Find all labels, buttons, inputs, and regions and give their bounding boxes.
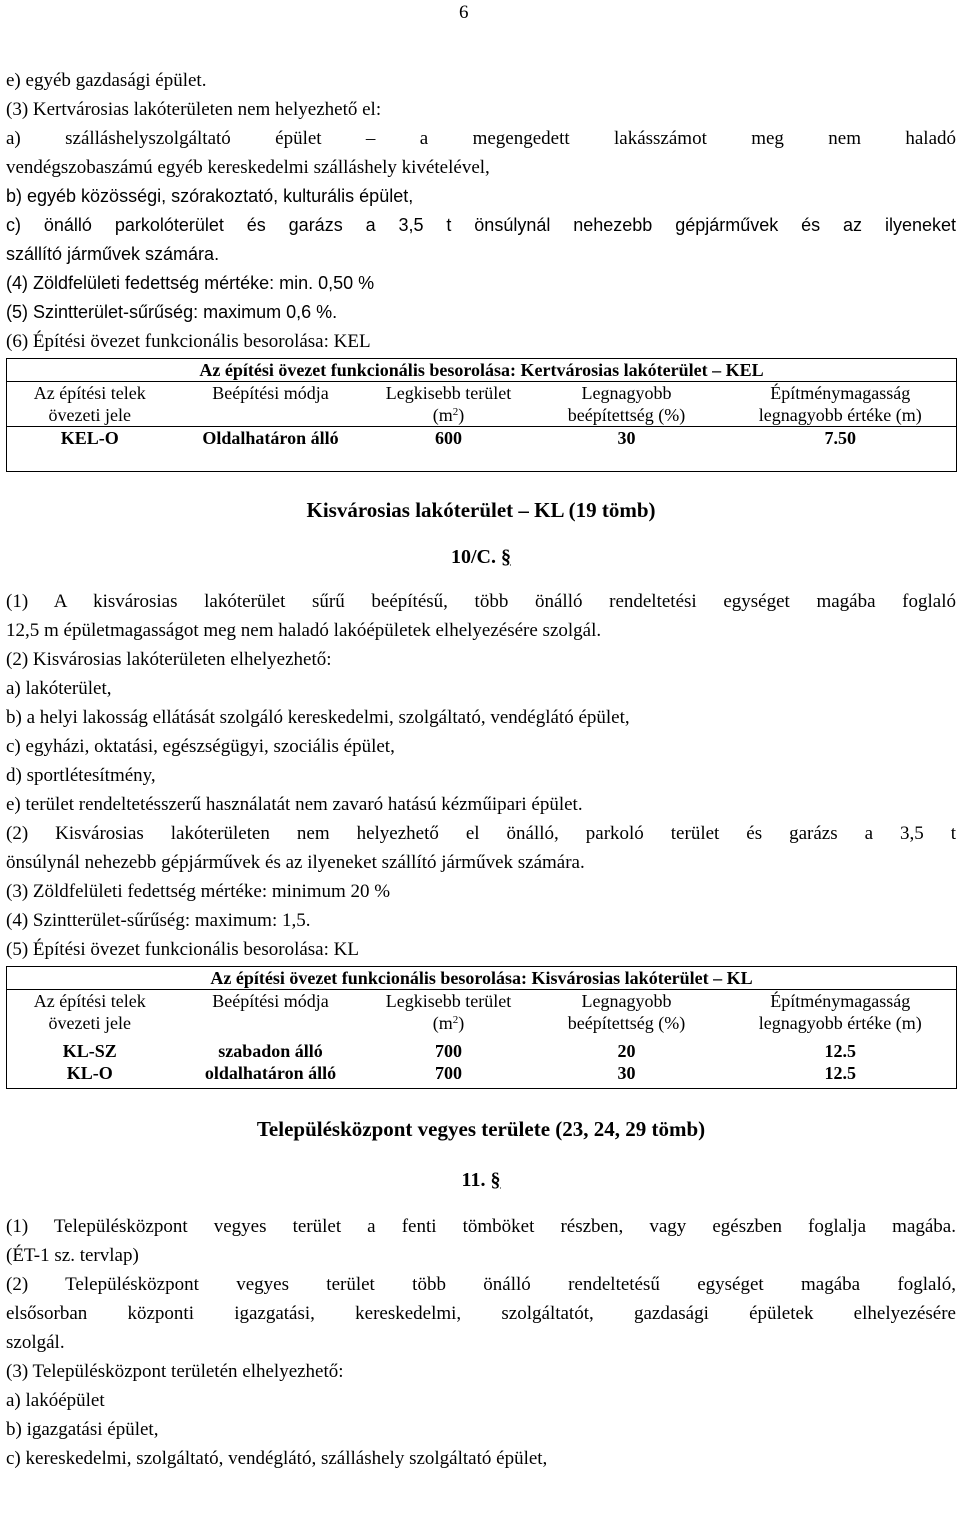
kl-zone-table (6, 966, 957, 1089)
text-line: b) igazgatási épület, (6, 1419, 159, 1440)
kel-zone-table (6, 358, 957, 472)
kl-rules (6, 587, 956, 964)
text-line: (4) Zöldfelületi fedettség mértéke: min. 0,50 % (6, 273, 375, 293)
text-line: (ÉT-1 sz. tervlap) (6, 1245, 139, 1266)
header-cell: Építménymagasság legnagyobb értéke (m) (758, 991, 922, 1033)
text-line: (4) Szintterület-sűrűség: maximum: 1,5. (6, 910, 311, 931)
table-row (7, 427, 957, 472)
text-line: a) szálláshelyszolgáltató épület – a megengedett lakásszámot meg nem haladó (6, 128, 956, 149)
text-line: a) lakóterület, (6, 678, 112, 699)
text-line: (5) Építési övezet funkcionális besorolása: KL (6, 939, 359, 960)
table-cell: KL-O (66, 1063, 113, 1083)
text-line: (6) Építési övezet funkcionális besorolása: KEL (6, 331, 371, 352)
table-row (7, 1034, 957, 1062)
text-line: c) önálló parkolóterület és garázs a 3,5 t önsúlynál nehezebb gépjárművek és az ilyeneket (6, 215, 956, 235)
kel-rules (6, 66, 956, 356)
section-number: 10/C. § (451, 546, 511, 568)
page-number: 6 (459, 2, 469, 23)
text-line: (3) Kertvárosias lakóterületen nem helyezhető el: (6, 99, 382, 120)
table-cell: KL-SZ (62, 1041, 117, 1061)
text-line: (1) A kisvárosias lakóterület sűrű beépítésű, több önálló rendeltetési egységet magába foglaló (6, 591, 956, 612)
header-cell: Az építési telek övezeti jele (33, 991, 146, 1033)
table-cell: 600 (369, 427, 529, 472)
section-title: Településközpont vegyes területe (23, 24, 29 tömb) (256, 1117, 706, 1141)
text-line: (2) Kisvárosias lakóterületen nem helyezhető el önálló, parkoló terület és garázs a 3,5 t (6, 823, 956, 844)
text-line: b) egyéb közösségi, szórakoztató, kulturális épület, (6, 186, 414, 206)
text-line: e) egyéb gazdasági épület. (6, 70, 207, 91)
text-line: (3) Zöldfelületi fedettség mértéke: minimum 20 % (6, 881, 391, 902)
text-line: (1) Településközpont vegyes terület a fenti tömböket részben, vagy egészben foglalja magába. (6, 1216, 956, 1237)
text-line: szállító járművek számára. (6, 244, 220, 264)
header-cell: Építménymagasság legnagyobb értéke (m) (725, 382, 957, 427)
paragraph-mark: § (490, 1169, 501, 1191)
header-cell: Az építési telek övezeti jele (7, 382, 173, 427)
table-cell: 700 (435, 1041, 462, 1061)
header-cell: Legnagyobb beépítettség (%) (567, 991, 686, 1033)
table-cell: Oldalhatáron álló (173, 427, 369, 472)
text-line: (2) Településközpont vegyes terület több önálló rendeltetésű egységet magába foglaló, (6, 1274, 956, 1295)
header-cell: Legnagyobb beépítettség (%) (529, 382, 725, 427)
text-line: d) sportlétesítmény, (6, 765, 156, 786)
tk-rules (6, 1212, 956, 1473)
header-cell: Legkisebb terület $(m^2)$ (385, 991, 512, 1033)
table-header-row (7, 990, 957, 1035)
text-line: szolgál. (6, 1332, 65, 1353)
table-cell: 20 (617, 1041, 636, 1061)
table-header-row (7, 382, 957, 427)
text-line: (5) Szintterület-sűrűség: maximum 0,6 %. (6, 302, 338, 322)
table-cell: oldalhatáron álló (204, 1063, 337, 1083)
table-cell: szabadon álló (218, 1041, 323, 1061)
table-cell: 700 (435, 1063, 462, 1083)
header-cell: Legkisebb terület $(m^2)$ (369, 382, 529, 427)
table-cell: 30 (617, 1063, 636, 1083)
text-line: a) lakóépület (6, 1390, 105, 1411)
text-line: b) a helyi lakosság ellátását szolgáló kereskedelmi, szolgáltató, vendéglátó épület, (6, 707, 630, 728)
table-cell: 30 (529, 427, 725, 472)
section-title: Kisvárosias lakóterület – KL (19 tömb) (306, 498, 656, 522)
text-line: (2) Kisvárosias lakóterületen elhelyezhető: (6, 649, 332, 670)
text-line: c) kereskedelmi, szolgáltató, vendéglátó, szálláshely szolgáltató épület, (6, 1448, 548, 1469)
section-number: 11. § (461, 1169, 501, 1191)
paragraph-mark: § (501, 546, 511, 568)
text-line: elsősorban központi igazgatási, kereskedelmi, szolgáltatót, gazdasági épületek elhelyezésére (6, 1303, 956, 1324)
text-line: önsúlynál nehezebb gépjárművek és az ilyeneket szállító járművek számára. (6, 852, 585, 873)
table-caption: Az építési övezet funkcionális besorolása: Kertvárosias lakóterület – KEL (7, 359, 957, 382)
table-cell: 12.5 (824, 1041, 857, 1061)
text-line: c) egyházi, oktatási, egészségügyi, szociális épület, (6, 736, 395, 757)
text-line: (3) Településközpont területén elhelyezhető: (6, 1361, 344, 1382)
table-cell: 12.5 (824, 1063, 857, 1083)
text-line: vendégszobaszámú egyéb kereskedelmi szálláshely kivételével, (6, 157, 490, 178)
document-body (6, 66, 956, 1473)
table-cell: KEL-O (7, 427, 173, 472)
header-cell: Beépítési módja (212, 991, 329, 1011)
text-line: 12,5 m épületmagasságot meg nem haladó lakóépületek elhelyezésére szolgál. (6, 620, 602, 641)
header-cell: Beépítési módja (173, 382, 369, 427)
table-cell: 7.50 (725, 427, 957, 472)
table-row (7, 1062, 957, 1089)
table-caption: Az építési övezet funkcionális besorolása: Kisvárosias lakóterület – KL (7, 967, 957, 990)
text-line: e) terület rendeltetésszerű használatát nem zavaró hatású kézműipari épület. (6, 794, 583, 815)
